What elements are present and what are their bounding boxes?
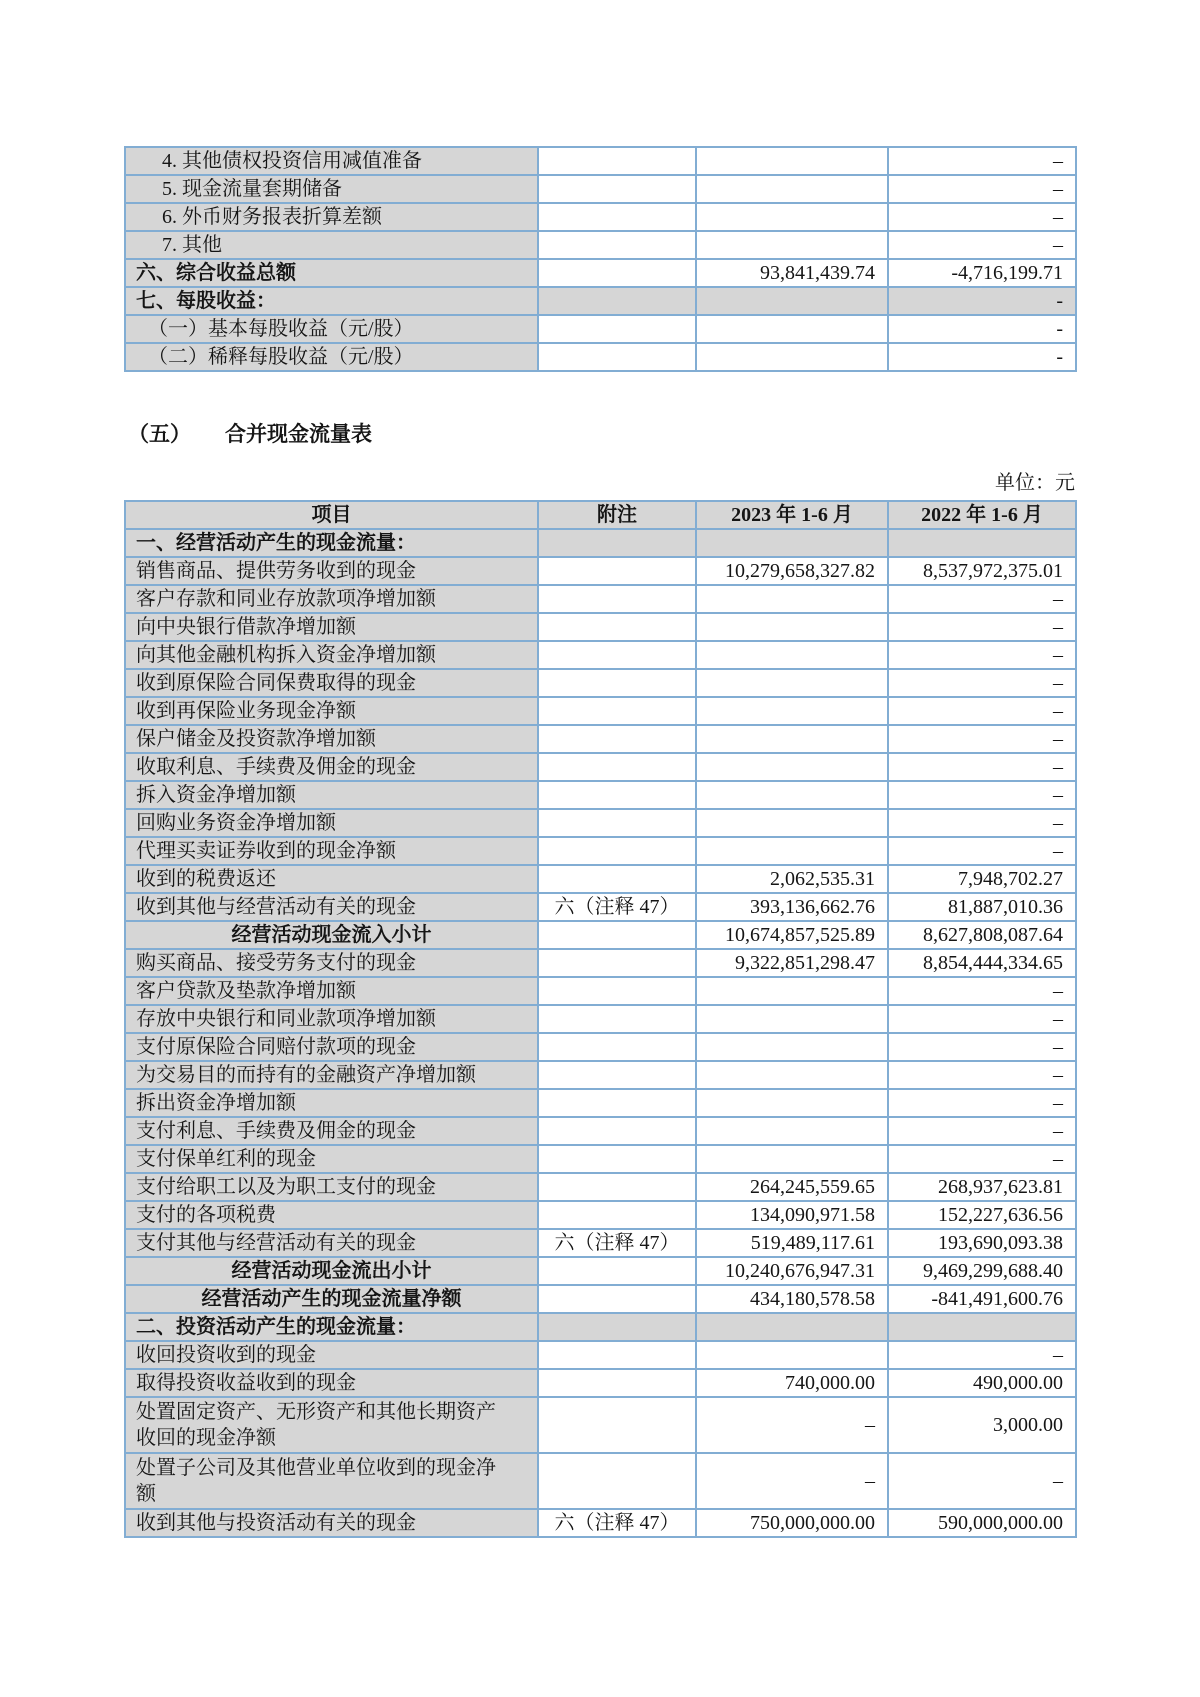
value-2023-cell: 750,000,000.00 [696,1509,888,1537]
note-cell [538,669,696,697]
value-2022-cell: -4,716,199.71 [888,259,1076,287]
value-2023-cell [696,613,888,641]
header-2022: 2022 年 1-6 月 [888,501,1076,529]
value-2023-cell [696,287,888,315]
note-cell [538,1257,696,1285]
table-row [125,1313,1076,1341]
item-cell: （一）基本每股收益（元/股） [125,315,538,343]
value-2023-cell: 10,674,857,525.89 [696,921,888,949]
note-cell [538,1397,696,1453]
note-cell [538,1061,696,1089]
note-cell [538,977,696,1005]
value-2023-cell: 519,489,117.61 [696,1229,888,1257]
value-2022-cell: – [888,837,1076,865]
table-row [125,1173,1076,1201]
value-2022-cell: – [888,203,1076,231]
table-row [125,259,1076,287]
value-2023-cell [696,1033,888,1061]
item-cell: 二、投资活动产生的现金流量： [125,1313,538,1341]
note-cell: 六（注释 47） [538,1229,696,1257]
table-row [125,231,1076,259]
table-row [125,837,1076,865]
value-2023-cell [696,809,888,837]
value-2022-cell: - [888,343,1076,371]
item-cell: 4. 其他债权投资信用减值准备 [125,147,538,175]
table-row [125,641,1076,669]
note-cell [538,1117,696,1145]
header-2023: 2023 年 1-6 月 [696,501,888,529]
note-cell [538,585,696,613]
note-cell [538,203,696,231]
value-2022-cell: – [888,1033,1076,1061]
item-cell: 向其他金融机构拆入资金净增加额 [125,641,538,669]
item-cell: 支付利息、手续费及佣金的现金 [125,1117,538,1145]
table-row [125,1117,1076,1145]
item-cell: 支付保单红利的现金 [125,1145,538,1173]
item-cell: 收到的税费返还 [125,865,538,893]
value-2023-cell [696,697,888,725]
note-cell [538,837,696,865]
note-cell [538,725,696,753]
value-2023-cell [696,781,888,809]
item-cell: 经营活动现金流入小计 [125,921,538,949]
value-2023-cell [696,529,888,557]
section-heading [128,418,372,448]
value-2023-cell: 9,322,851,298.47 [696,949,888,977]
value-2022-cell: – [888,781,1076,809]
value-2023-cell: 434,180,578.58 [696,1285,888,1313]
header-row [125,501,1076,529]
note-cell [538,287,696,315]
top-table [124,146,1077,372]
item-cell: 经营活动现金流出小计 [125,1257,538,1285]
value-2022-cell: 152,227,636.56 [888,1201,1076,1229]
note-cell [538,613,696,641]
value-2022-cell: - [888,315,1076,343]
value-2022-cell: 8,627,808,087.64 [888,921,1076,949]
value-2023-cell: 134,090,971.58 [696,1201,888,1229]
value-2023-cell [696,1005,888,1033]
item-cell: 向中央银行借款净增加额 [125,613,538,641]
item-cell: 存放中央银行和同业款项净增加额 [125,1005,538,1033]
unit-label: 单位：元 [995,472,1075,494]
value-2023-cell: 393,136,662.76 [696,893,888,921]
table-row [125,147,1076,175]
table-row [125,809,1076,837]
value-2022-cell: 193,690,093.38 [888,1229,1076,1257]
note-cell [538,315,696,343]
value-2022-cell: – [888,585,1076,613]
value-2023-cell [696,1145,888,1173]
table-row [125,697,1076,725]
table-row [125,1201,1076,1229]
table-row [125,949,1076,977]
item-cell: 购买商品、接受劳务支付的现金 [125,949,538,977]
section-number: （五） [128,422,191,446]
note-cell [538,1089,696,1117]
value-2023-cell [696,977,888,1005]
table-row [125,315,1076,343]
item-cell: 支付其他与经营活动有关的现金 [125,1229,538,1257]
note-cell [538,753,696,781]
item-cell: 回购业务资金净增加额 [125,809,538,837]
value-2022-cell: – [888,809,1076,837]
item-cell: 收取利息、手续费及佣金的现金 [125,753,538,781]
value-2022-cell: 490,000.00 [888,1369,1076,1397]
table-row [125,1033,1076,1061]
value-2023-cell: 740,000.00 [696,1369,888,1397]
value-2022-cell: – [888,1117,1076,1145]
item-cell: 代理买卖证券收到的现金净额 [125,837,538,865]
value-2022-cell: – [888,641,1076,669]
value-2023-cell: 10,279,658,327.82 [696,557,888,585]
table-row [125,1509,1076,1537]
value-2022-cell: 8,537,972,375.01 [888,557,1076,585]
value-2022-cell: -841,491,600.76 [888,1285,1076,1313]
value-2022-cell: 268,937,623.81 [888,1173,1076,1201]
note-cell [538,781,696,809]
table-row [125,175,1076,203]
section-title: 合并现金流量表 [225,422,372,446]
value-2023-cell: 93,841,439.74 [696,259,888,287]
note-cell [538,529,696,557]
item-cell: 收到原保险合同保费取得的现金 [125,669,538,697]
value-2022-cell: – [888,697,1076,725]
table-row [125,1397,1076,1453]
note-cell [538,1201,696,1229]
value-2022-cell: – [888,231,1076,259]
value-2023-cell [696,1341,888,1369]
table-row [125,343,1076,371]
value-2023-cell: – [696,1397,888,1453]
note-cell [538,641,696,669]
item-cell: 七、每股收益： [125,287,538,315]
value-2022-cell: – [888,613,1076,641]
item-cell: 支付给职工以及为职工支付的现金 [125,1173,538,1201]
table-row [125,921,1076,949]
note-cell [538,1285,696,1313]
item-cell: 取得投资收益收到的现金 [125,1369,538,1397]
table-row [125,557,1076,585]
table-row [125,1005,1076,1033]
item-cell: 拆入资金净增加额 [125,781,538,809]
item-cell: 7. 其他 [125,231,538,259]
item-cell: 客户存款和同业存放款项净增加额 [125,585,538,613]
item-cell: 六、综合收益总额 [125,259,538,287]
value-2022-cell: – [888,147,1076,175]
value-2023-cell [696,147,888,175]
note-cell [538,1341,696,1369]
value-2023-cell [696,725,888,753]
item-cell: 5. 现金流量套期储备 [125,175,538,203]
note-cell [538,259,696,287]
value-2022-cell: 8,854,444,334.65 [888,949,1076,977]
value-2022-cell: 81,887,010.36 [888,893,1076,921]
table-row [125,1089,1076,1117]
value-2023-cell [696,343,888,371]
value-2022-cell: – [888,1061,1076,1089]
note-cell [538,809,696,837]
table-row [125,1285,1076,1313]
value-2023-cell: 10,240,676,947.31 [696,1257,888,1285]
value-2022-cell: – [888,1341,1076,1369]
value-2023-cell: 2,062,535.31 [696,865,888,893]
note-cell [538,865,696,893]
table-row [125,1257,1076,1285]
value-2023-cell [696,1089,888,1117]
item-cell: 拆出资金净增加额 [125,1089,538,1117]
item-cell: 支付的各项税费 [125,1201,538,1229]
value-2022-cell: – [888,175,1076,203]
value-2023-cell [696,203,888,231]
note-cell [538,343,696,371]
item-cell: 收到其他与经营活动有关的现金 [125,893,538,921]
note-cell: 六（注释 47） [538,1509,696,1537]
cash-flow-table [124,500,1077,1538]
note-cell [538,557,696,585]
note-cell: 六（注释 47） [538,893,696,921]
table-row [125,1341,1076,1369]
item-cell: 客户贷款及垫款净增加额 [125,977,538,1005]
item-cell: 为交易目的而持有的金融资产净增加额 [125,1061,538,1089]
note-cell [538,231,696,259]
table-row [125,725,1076,753]
note-cell [538,1145,696,1173]
table-row [125,203,1076,231]
table-row [125,287,1076,315]
table-row [125,865,1076,893]
item-cell: 6. 外币财务报表折算差额 [125,203,538,231]
item-cell: 收回投资收到的现金 [125,1341,538,1369]
value-2022-cell: 3,000.00 [888,1397,1076,1453]
item-cell: 收到再保险业务现金净额 [125,697,538,725]
table-row [125,893,1076,921]
table-row [125,753,1076,781]
table-row [125,613,1076,641]
value-2023-cell [696,837,888,865]
value-2023-cell [696,315,888,343]
table-row [125,1229,1076,1257]
table-row [125,1145,1076,1173]
table-row [125,977,1076,1005]
value-2022-cell [888,1313,1076,1341]
table-row [125,1369,1076,1397]
value-2022-cell: – [888,725,1076,753]
item-cell: 一、经营活动产生的现金流量： [125,529,538,557]
note-cell [538,175,696,203]
value-2023-cell [696,1061,888,1089]
value-2023-cell [696,753,888,781]
value-2023-cell [696,1117,888,1145]
value-2023-cell [696,231,888,259]
item-cell: 保户储金及投资款净增加额 [125,725,538,753]
value-2022-cell [888,529,1076,557]
table-row [125,1453,1076,1509]
note-cell [538,1005,696,1033]
value-2023-cell [696,175,888,203]
value-2022-cell: - [888,287,1076,315]
value-2023-cell [696,669,888,697]
table-row [125,585,1076,613]
table-row [125,781,1076,809]
item-cell: （二）稀释每股收益（元/股） [125,343,538,371]
value-2022-cell: – [888,1453,1076,1509]
note-cell [538,1453,696,1509]
value-2023-cell [696,585,888,613]
item-cell: 支付原保险合同赔付款项的现金 [125,1033,538,1061]
note-cell [538,921,696,949]
value-2023-cell: – [696,1453,888,1509]
value-2022-cell: – [888,753,1076,781]
value-2022-cell: 7,948,702.27 [888,865,1076,893]
table-row [125,529,1076,557]
value-2023-cell [696,1313,888,1341]
value-2023-cell: 264,245,559.65 [696,1173,888,1201]
value-2023-cell [696,641,888,669]
value-2022-cell: – [888,977,1076,1005]
item-cell: 收到其他与投资活动有关的现金 [125,1509,538,1537]
value-2022-cell: – [888,1089,1076,1117]
note-cell [538,1033,696,1061]
note-cell [538,1313,696,1341]
value-2022-cell: – [888,669,1076,697]
note-cell [538,949,696,977]
value-2022-cell: 9,469,299,688.40 [888,1257,1076,1285]
note-cell [538,697,696,725]
note-cell [538,1369,696,1397]
item-cell: 处置子公司及其他营业单位收到的现金净额 [125,1453,538,1509]
header-note: 附注 [538,501,696,529]
value-2022-cell: 590,000,000.00 [888,1509,1076,1537]
table-row [125,669,1076,697]
note-cell [538,1173,696,1201]
item-cell: 销售商品、提供劳务收到的现金 [125,557,538,585]
item-cell: 经营活动产生的现金流量净额 [125,1285,538,1313]
value-2022-cell: – [888,1005,1076,1033]
value-2022-cell: – [888,1145,1076,1173]
item-cell: 处置固定资产、无形资产和其他长期资产收回的现金净额 [125,1397,538,1453]
header-item: 项目 [125,501,538,529]
table-row [125,1061,1076,1089]
note-cell [538,147,696,175]
